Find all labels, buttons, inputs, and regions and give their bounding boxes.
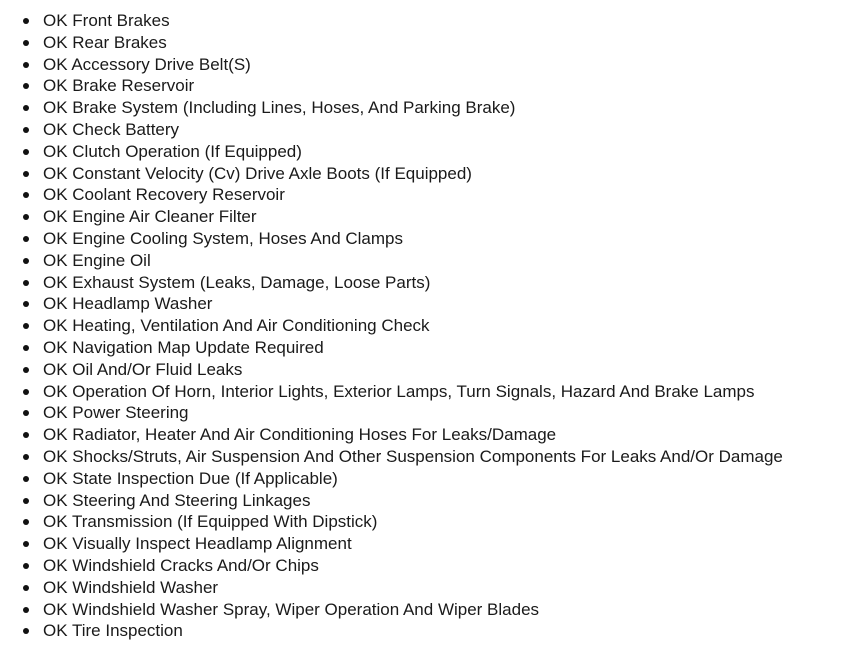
checklist-item-label: OK Clutch Operation (If Equipped) (43, 141, 302, 161)
bullet-icon (23, 40, 29, 46)
checklist-item (0, 381, 852, 403)
checklist-item (0, 228, 852, 250)
checklist-item (0, 315, 852, 337)
checklist-item-label: OK Windshield Cracks And/Or Chips (43, 555, 319, 575)
checklist-item-label: OK Engine Cooling System, Hoses And Clamps (43, 228, 404, 248)
checklist-item (0, 446, 852, 468)
checklist-item (0, 97, 852, 119)
checklist-item (0, 184, 852, 206)
checklist-item (0, 337, 852, 359)
checklist-item-label: OK Visually Inspect Headlamp Alignment (43, 534, 352, 554)
bullet-icon (23, 367, 29, 373)
checklist-item (0, 511, 852, 533)
checklist-item-label: OK Heating, Ventilation And Air Conditioning Check (43, 316, 430, 336)
bullet-icon (23, 258, 29, 264)
checklist-item (0, 490, 852, 512)
checklist-item-label: OK Windshield Washer (43, 577, 219, 597)
checklist-item-label: OK Coolant Recovery Reservoir (43, 185, 285, 205)
checklist-item (0, 250, 852, 272)
bullet-icon (23, 541, 29, 547)
checklist-item-label: OK Brake System (Including Lines, Hoses, And Parking Brake) (43, 98, 516, 118)
checklist-item-label: OK State Inspection Due (If Applicable) (43, 468, 338, 488)
checklist-item (0, 10, 852, 32)
checklist-item (0, 424, 852, 446)
checklist-item-label: OK Navigation Map Update Required (43, 337, 324, 357)
checklist-item-label: OK Exhaust System (Leaks, Damage, Loose Parts) (43, 272, 431, 292)
bullet-icon (23, 389, 29, 395)
bullet-icon (23, 62, 29, 68)
checklist-item (0, 32, 852, 54)
checklist-item-label: OK Rear Brakes (43, 32, 167, 52)
bullet-icon (23, 476, 29, 482)
checklist-item-label: OK Shocks/Struts, Air Suspension And Other Suspension Components For Leaks And/Or Damage (43, 446, 783, 466)
checklist-item-label: OK Headlamp Washer (43, 294, 213, 314)
bullet-icon (23, 83, 29, 89)
checklist-item (0, 75, 852, 97)
bullet-icon (23, 171, 29, 177)
checklist-item (0, 163, 852, 185)
checklist-item (0, 402, 852, 424)
bullet-icon (23, 607, 29, 613)
bullet-icon (23, 149, 29, 155)
checklist-item-label: OK Operation Of Horn, Interior Lights, Exterior Lamps, Turn Signals, Hazard And Brake Lamps (43, 381, 755, 401)
checklist-item-label: OK Tire Inspection (43, 621, 183, 641)
checklist-item (0, 555, 852, 577)
bullet-icon (23, 345, 29, 351)
checklist-item-label: OK Constant Velocity (Cv) Drive Axle Boots (If Equipped) (43, 163, 472, 183)
checklist-item-label: OK Check Battery (43, 119, 180, 139)
checklist-item-label: OK Brake Reservoir (43, 76, 195, 96)
bullet-icon (23, 410, 29, 416)
checklist-item (0, 577, 852, 599)
bullet-icon (23, 280, 29, 286)
bullet-icon (23, 628, 29, 634)
checklist-item (0, 272, 852, 294)
checklist-item-label: OK Windshield Washer Spray, Wiper Operation And Wiper Blades (43, 599, 540, 619)
checklist-item-label: OK Radiator, Heater And Air Conditioning Hoses For Leaks/Damage (43, 425, 557, 445)
bullet-icon (23, 432, 29, 438)
bullet-icon (23, 214, 29, 220)
bullet-icon (23, 519, 29, 525)
checklist-item (0, 206, 852, 228)
bullet-icon (23, 563, 29, 569)
checklist-item-label: OK Transmission (If Equipped With Dipstick) (43, 512, 378, 532)
checklist-item (0, 141, 852, 163)
checklist-item (0, 54, 852, 76)
checklist-item (0, 359, 852, 381)
bullet-icon (23, 127, 29, 133)
checklist-item-label: OK Front Brakes (43, 11, 170, 30)
bullet-icon (23, 323, 29, 329)
bullet-icon (23, 105, 29, 111)
checklist-item (0, 620, 852, 642)
bullet-icon (23, 192, 29, 198)
checklist-item-label: OK Steering And Steering Linkages (43, 490, 311, 510)
checklist-item-label: OK Power Steering (43, 403, 189, 423)
bullet-icon (23, 454, 29, 460)
bullet-icon (23, 301, 29, 307)
checklist-item-label: OK Engine Air Cleaner Filter (43, 207, 257, 227)
checklist-item (0, 599, 852, 621)
checklist-item (0, 119, 852, 141)
bullet-icon (23, 498, 29, 504)
checklist-item (0, 468, 852, 490)
checklist-item (0, 293, 852, 315)
bullet-icon (23, 18, 29, 24)
checklist-item-label: OK Accessory Drive Belt(S) (43, 54, 251, 74)
checklist-item-label: OK Oil And/Or Fluid Leaks (43, 359, 243, 379)
bullet-icon (23, 236, 29, 242)
checklist-item-label: OK Engine Oil (43, 250, 151, 270)
checklist-item (0, 533, 852, 555)
bullet-icon (23, 585, 29, 591)
